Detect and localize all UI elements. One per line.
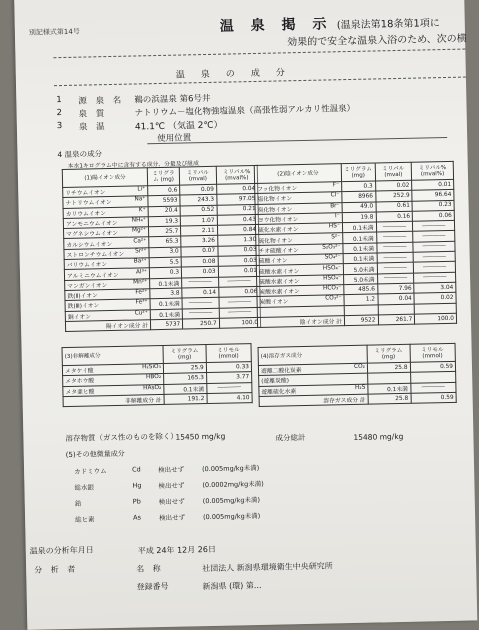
ion-symbol: S²⁻ [331, 233, 341, 241]
table-cell: 3.26 [181, 236, 218, 247]
ion-symbol: Na⁺ [134, 196, 146, 203]
table-cell: 0.6 [148, 185, 180, 196]
table-cell: ―――― [182, 298, 219, 309]
table-cell: ―――― [414, 262, 456, 273]
table-cell: 2.11 [181, 225, 218, 236]
table-cell: 0.06 [218, 286, 260, 297]
column-header: ミリバル (mval) [375, 162, 412, 181]
table-cell: 5593 [148, 195, 180, 206]
table-cell: 0.84 [217, 225, 259, 236]
ion-symbol: S₂O₃²⁻ [322, 244, 341, 251]
ion-name: マグネシウムイオン [66, 231, 118, 239]
info-usage-position: 使用位置 [157, 133, 192, 145]
info-num-3: 3 [56, 121, 63, 132]
ion-symbol: HCO₃⁻ [322, 285, 342, 292]
table-cell: 0.1未満 [150, 309, 182, 320]
ion-name: リチウムイオン [65, 190, 106, 198]
section-title: 温泉の成分 [175, 68, 301, 81]
page-title: 温 泉 掲 示 [219, 16, 333, 35]
column-header: (2)陰イオン成分 [254, 164, 341, 184]
trace-limit: (0.005mg/kg未満) [201, 463, 260, 474]
table-cell: 0.04 [216, 183, 258, 194]
form-label: 別記様式第14号 [28, 27, 80, 37]
table-cell: 485.6 [344, 284, 378, 295]
cation-table [62, 165, 261, 332]
column-header: ミリグラム (mg) [367, 344, 410, 363]
table-cell: 0.01 [218, 266, 260, 277]
trace-symbol: Cd [131, 465, 141, 474]
table-cell: 25.8 [368, 393, 411, 404]
table-cell: 0.61 [376, 201, 413, 212]
trace-name: カドミウム [74, 467, 107, 476]
registration-label: 登録番号 [136, 581, 169, 592]
dissolved-solids-value: 15450 mg/kg [175, 431, 226, 442]
table-cell: 0.59 [411, 392, 457, 403]
table-cell: 65.3 [149, 237, 181, 248]
table-cell: 非解離成分 計 [63, 394, 164, 406]
compound-name: 遊離硫化水素 [261, 388, 297, 396]
table-cell: 8966 [342, 191, 376, 202]
ion-name: 硫化水素イオン [258, 227, 299, 235]
info-num-2: 2 [56, 108, 63, 119]
ion-symbol: Cu²⁺ [134, 309, 148, 317]
table-cell: 5.0未満 [343, 263, 377, 274]
table-cell: 0.1未満 [164, 383, 207, 394]
table-cell: ―――― [377, 252, 414, 263]
ion-symbol: Li⁺ [137, 186, 146, 193]
table-cell: 0.04 [377, 293, 414, 304]
ion-symbol: Al³⁺ [135, 268, 147, 276]
table-cell: 0.1未満 [343, 243, 377, 254]
table-cell: 19.8 [342, 212, 376, 223]
column-header: ミリモル (mmol) [206, 344, 252, 363]
table-cell: ―――― [413, 241, 455, 252]
table-cell: ―――― [377, 273, 414, 284]
table-cell: 100.0 [415, 313, 457, 324]
table-cell: 0.16 [376, 211, 413, 222]
table-cell: ―――― [218, 276, 260, 287]
analysis-date-label: 温泉の分析年月日 [29, 545, 94, 556]
table-cell: ―――― [376, 242, 413, 253]
table-cell: 1.07 [180, 215, 217, 226]
compound-formula: H₂S [354, 384, 366, 391]
column-header: ミリバル% (mval%) [216, 165, 258, 184]
table-cell: 0.03 [218, 256, 260, 267]
table-cell: ―――― [182, 308, 219, 319]
info-label-source: 源 泉 名 [78, 95, 125, 107]
table-cell: 0.1未満 [150, 278, 182, 289]
trace-limit: (0.0002mg/kg未満) [202, 479, 264, 490]
table-cell: 0.14 [182, 287, 219, 298]
table-cell: 5737 [150, 319, 182, 330]
table-cell: ―――― [376, 232, 413, 243]
compound-name: メタ亜ヒ酸 [65, 389, 95, 396]
table-cell: 0.21 [217, 204, 259, 215]
column-header: ミリグラム (mg) [341, 163, 375, 182]
ion-symbol: Mn²⁺ [133, 279, 148, 286]
table-cell: 97.05 [216, 194, 258, 205]
ion-symbol: Mg²⁺ [131, 227, 147, 234]
trace-symbol: Hg [132, 481, 142, 490]
table-cell: 0.1未満 [343, 253, 377, 264]
table-cell: ―――― [376, 221, 413, 232]
trace-symbol: Pb [132, 497, 141, 506]
table-cell: 96.64 [412, 190, 454, 201]
compound-formula: HAsO₂ [143, 384, 162, 392]
anion-table [254, 161, 457, 328]
dissolved-solids-label: 溶存物質（ガス性のものを除く） [65, 431, 178, 444]
table-cell: 1.30 [217, 235, 259, 246]
ion-name: ヨウ化物イオン [257, 217, 299, 224]
table-cell: 0.1未満 [342, 222, 376, 233]
table-cell: 0.03 [218, 245, 260, 256]
trace-result: 検出せず [158, 465, 185, 475]
notice-sheet [14, 0, 477, 630]
divider [147, 137, 447, 144]
purpose-text: 効果的で安全な温泉入浴のため、次の横 [287, 33, 467, 49]
analyst-name-label: 名 称 [136, 563, 164, 574]
table-cell: ―――― [377, 263, 414, 274]
table-cell: 0.07 [181, 246, 218, 257]
table-cell: 溶存ガス成分 計 [259, 394, 368, 407]
table-cell: ―――― [219, 307, 261, 318]
compound-name: メタホウ酸 [65, 378, 95, 386]
ion-symbol: Ba²⁺ [133, 258, 147, 265]
ion-symbol: CO₃²⁻ [325, 295, 342, 302]
ion-symbol: Fe²⁺ [135, 289, 148, 296]
trace-result: 検出せず [158, 481, 185, 491]
table-cell: 0.08 [181, 256, 218, 267]
trace-heading: (5)その他微量成分 [65, 449, 125, 460]
table-cell: 250.7 [183, 318, 220, 329]
trace-name: 鉛 [74, 499, 82, 508]
table-cell: 4.10 [207, 392, 252, 403]
analysis-date: 平成 24年 12月 26日 [137, 544, 217, 556]
table-cell: 0.1未満 [343, 232, 377, 243]
ion-name: カルシウムイオン [66, 241, 113, 249]
ion-symbol: HSO₄⁻ [322, 264, 341, 272]
ion-symbol: Fe³⁺ [135, 299, 148, 306]
title-note: (温泉法第18条第1項に [336, 18, 440, 32]
column-header: (4)溶存ガス成分 [258, 345, 367, 365]
table-cell: 3.77 [206, 372, 251, 383]
table-cell: 0.1未満 [150, 298, 182, 309]
total-components-label: 成分総計 [275, 432, 306, 443]
table-cell: 0.1未満 [368, 383, 411, 394]
registration-value: 新潟県 (環) 第... [202, 580, 262, 592]
components-heading: 4 温泉の成分 [57, 149, 103, 160]
trace-limit: (0.005mg/kg未満) [202, 511, 261, 522]
nonionized-table [61, 343, 252, 407]
table-cell: 3.04 [414, 282, 456, 293]
table-cell: 0.09 [180, 184, 217, 195]
ion-name: バリウムイオン [66, 262, 108, 270]
info-num-1: 1 [56, 95, 62, 106]
table-cell: ―――― [182, 277, 219, 288]
ion-name: 硫酸水素イオン [258, 268, 300, 276]
table-cell: 100.0 [219, 317, 261, 328]
table-cell: 0.03 [182, 267, 219, 278]
table-cell: 0.3 [149, 267, 181, 278]
compound-name: メタケイ酸 [64, 368, 94, 376]
table-cell: (遊離炭酸) [259, 373, 368, 386]
table-cell: 25.9 [163, 363, 206, 374]
ion-name: 硫化物イオン [258, 237, 293, 245]
table-cell: ―――― [410, 382, 456, 393]
table-cell: 0.43 [217, 214, 259, 225]
table-cell: 49.0 [342, 202, 376, 213]
column-header: ミリバル% (mval%) [411, 161, 453, 180]
table-cell: 0.02 [414, 293, 456, 304]
column-header: (3)非解離成分 [62, 345, 163, 365]
trace-symbol: As [132, 513, 142, 522]
table-cell: ―――― [207, 382, 252, 393]
info-value-source: 鵜の浜温泉 第6号井 [134, 93, 211, 106]
trace-limit: (0.005mg/kg未満) [202, 495, 261, 506]
column-header: ミリグラム (mg) [163, 345, 206, 364]
ion-symbol: Sr²⁺ [134, 248, 147, 255]
table-cell: 25.8 [367, 362, 410, 373]
column-header: (1)陽イオン成分 [62, 168, 147, 188]
ion-name: チオ硫酸イオン [258, 248, 299, 255]
info-label-temp: 泉 温 [78, 122, 108, 133]
table-cell: 252.9 [375, 191, 412, 202]
table-cell: ―――― [414, 272, 456, 283]
table-cell: 20.4 [148, 206, 180, 217]
components-note: 本水1キログラム中に含有する成分、分量及び組成 [67, 161, 199, 170]
compound-formula: H₂SiO₃ [141, 364, 161, 371]
trace-name: 総水銀 [74, 483, 95, 492]
table-cell: ―――― [413, 251, 455, 262]
ion-name: フッ化物イオン [257, 186, 298, 194]
ion-name: 臭化物イオン [257, 206, 293, 214]
table-cell: 陰イオン成分 計 [257, 316, 344, 328]
table-cell: 0.02 [375, 180, 412, 191]
ion-symbol: Br⁻ [330, 202, 340, 210]
compound-formula: HBO₂ [145, 374, 162, 381]
table-cell: 0.01 [412, 179, 454, 190]
ion-symbol: HSO₄⁻ [323, 275, 342, 282]
table-cell: 0.52 [180, 205, 217, 216]
table-cell: 0.33 [206, 362, 251, 373]
trace-result: 検出せず [159, 513, 186, 523]
table-cell: 3.0 [149, 247, 181, 258]
ion-name: 銅イオン [67, 314, 91, 321]
table-cell: 0.06 [412, 210, 454, 221]
divider [53, 49, 465, 59]
table-cell: 165.3 [164, 373, 207, 384]
table-cell: 0.59 [410, 361, 456, 372]
ion-name: 鉄(Ⅱ)イオン [67, 293, 98, 301]
gas-table [258, 343, 457, 407]
table-cell: 243.3 [180, 195, 217, 206]
column-header: ミリバル (mval) [179, 166, 216, 185]
total-components-value: 15480 mg/kg [353, 431, 404, 442]
ion-symbol: I⁻ [334, 213, 340, 220]
ion-symbol: K⁺ [138, 207, 146, 214]
table-cell: 3.8 [150, 288, 182, 299]
ion-symbol: SO₄²⁻ [324, 254, 341, 261]
table-cell: 7.96 [377, 283, 414, 294]
compound-name: 遊離二酸化炭素 [260, 368, 302, 376]
ion-name: アルミニウムイオン [66, 272, 119, 280]
table-cell: 9522 [344, 315, 378, 326]
table-cell: 5.0未満 [344, 274, 378, 285]
column-header: ミリモル (mmol) [410, 343, 456, 362]
analyst-label: 分 析 者 [34, 564, 79, 575]
table-cell: 19.3 [148, 216, 180, 227]
table-cell: 5.5 [149, 257, 181, 268]
column-header: ミリグラム (mg) [147, 167, 180, 186]
trace-name: 総ヒ素 [75, 515, 95, 524]
table-cell: 陽イオン成分 計 [65, 320, 150, 332]
ion-name: 炭酸イオン [259, 299, 289, 307]
table-cell: ―――― [413, 231, 455, 242]
table-cell: 25.7 [148, 226, 180, 237]
table-cell: 261.7 [378, 314, 415, 325]
ion-name: マンガンイオン [67, 282, 108, 290]
ion-name: ストロンチウムイオン [66, 251, 125, 259]
compound-formula: CO₂ [353, 363, 366, 371]
table-cell [344, 305, 378, 316]
ion-name: 硫酸イオン [258, 258, 288, 266]
table-cell: 0.23 [412, 200, 454, 211]
table-cell: 191.2 [164, 393, 207, 404]
info-value-temp: 41.1℃ （気温 2℃） [134, 120, 223, 133]
ion-symbol: Cl⁻ [330, 192, 340, 199]
ion-symbol: HS⁻ [328, 223, 341, 230]
ion-name: 塩化物イオン [257, 196, 293, 204]
ion-name: ナトリウムイオン [65, 200, 112, 208]
info-label-quality: 泉 質 [78, 109, 108, 120]
ion-name: カリウムイオン [65, 210, 107, 218]
table-cell: ―――― [219, 297, 261, 308]
info-value-quality: ナトリウム－塩化物強塩温泉（高張性弱アルカリ性温泉） [134, 103, 356, 119]
ion-symbol: NH₄⁺ [131, 217, 146, 224]
ion-name: 鉄(Ⅲ)イオン [67, 303, 100, 311]
table-cell: 1.2 [344, 294, 378, 305]
ion-symbol: F⁻ [332, 182, 340, 189]
table-cell: ―――― [413, 221, 455, 232]
ion-symbol: Ca²⁺ [133, 237, 147, 245]
analyst-name: 社団法人 新潟県環境衛生中央研究所 [202, 561, 333, 574]
ion-name: アンモニウムイオン [65, 220, 118, 228]
ion-name: 硫酸水素イオン [259, 278, 300, 286]
trace-result: 検出せず [158, 497, 185, 507]
table-cell: 0.3 [342, 181, 376, 192]
ion-name: 炭酸水素イオン [259, 289, 300, 297]
